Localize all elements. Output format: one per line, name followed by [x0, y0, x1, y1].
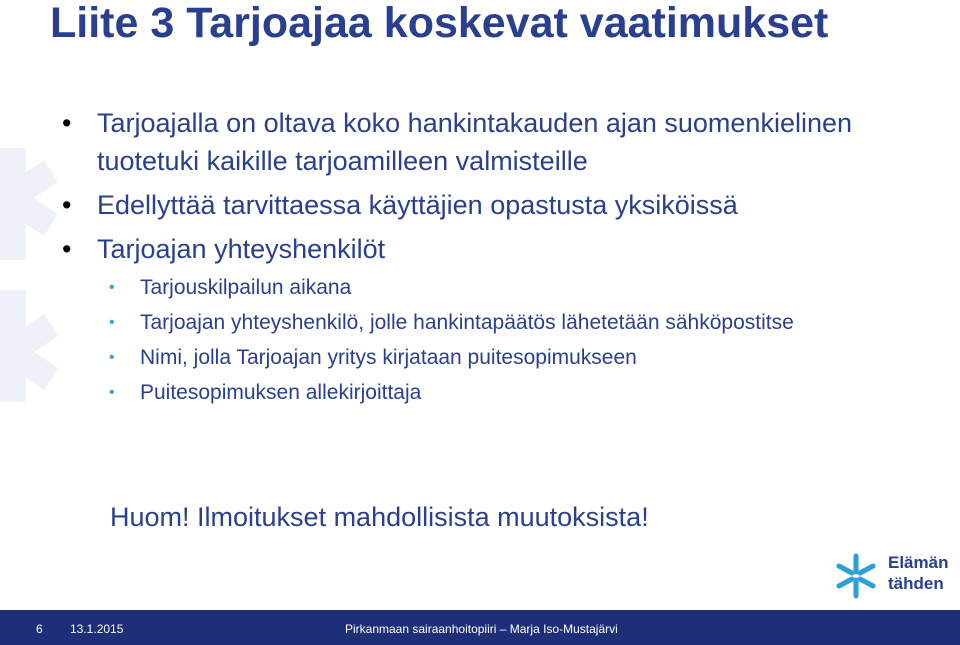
footer-organization: Pirkanmaan sairaanhoitopiiri – Marja Iso-Mustajärvi — [345, 622, 618, 636]
sub-bullet-dot-icon: • — [109, 314, 115, 331]
sub-bullet-dot-icon: • — [109, 384, 115, 401]
sub-bullet-text: Tarjouskilpailun aikana — [140, 276, 352, 299]
bullet-dot-icon: • — [62, 234, 72, 264]
sub-bullet-item — [0, 377, 960, 408]
note-text: Huom! Ilmoitukset mahdollisista muutoksista! — [110, 502, 649, 532]
bullet-item — [0, 186, 960, 224]
sub-bullet-text: Puitesopimuksen allekirjoittaja — [140, 381, 422, 404]
logo-line-1: Elämän — [888, 553, 949, 572]
footer-bar — [0, 610, 960, 645]
bullet-dot-icon: • — [62, 108, 72, 138]
sub-bullet-item — [0, 307, 840, 338]
star-of-life-icon — [832, 552, 880, 600]
bullet-text: Tarjoajalla on oltava koko hankintakauden ajan suomenkielinen tuotetuki kaikille tarjoamilleen valmisteille — [97, 108, 853, 176]
page-number: 6 — [36, 622, 43, 636]
elaman-tahden-logo — [832, 552, 952, 600]
sub-bullet-item — [0, 342, 960, 373]
bullet-item — [0, 104, 960, 180]
footer-date: 13.1.2015 — [70, 622, 124, 636]
logo-text — [888, 552, 948, 594]
bullet-list — [0, 104, 960, 408]
sub-bullet-dot-icon: • — [109, 279, 115, 296]
bullet-text: Edellyttää tarvittaessa käyttäjien opastusta yksiköissä — [97, 190, 738, 220]
sub-bullet-item — [0, 272, 960, 303]
logo-line-2: tähden — [888, 574, 944, 593]
sub-bullet-text: Tarjoajan yhteyshenkilö, jolle hankintapäätös lähetetään sähköpostitse — [140, 311, 794, 334]
sub-bullet-dot-icon: • — [109, 349, 115, 366]
sub-bullet-text: Nimi, jolla Tarjoajan yritys kirjataan puitesopimukseen — [140, 346, 637, 369]
bullet-dot-icon: • — [62, 190, 72, 220]
bullet-text: Tarjoajan yhteyshenkilöt — [97, 234, 386, 264]
slide-title: Liite 3 Tarjoajaa koskevat vaatimukset — [50, 0, 829, 47]
bullet-item — [0, 230, 960, 268]
